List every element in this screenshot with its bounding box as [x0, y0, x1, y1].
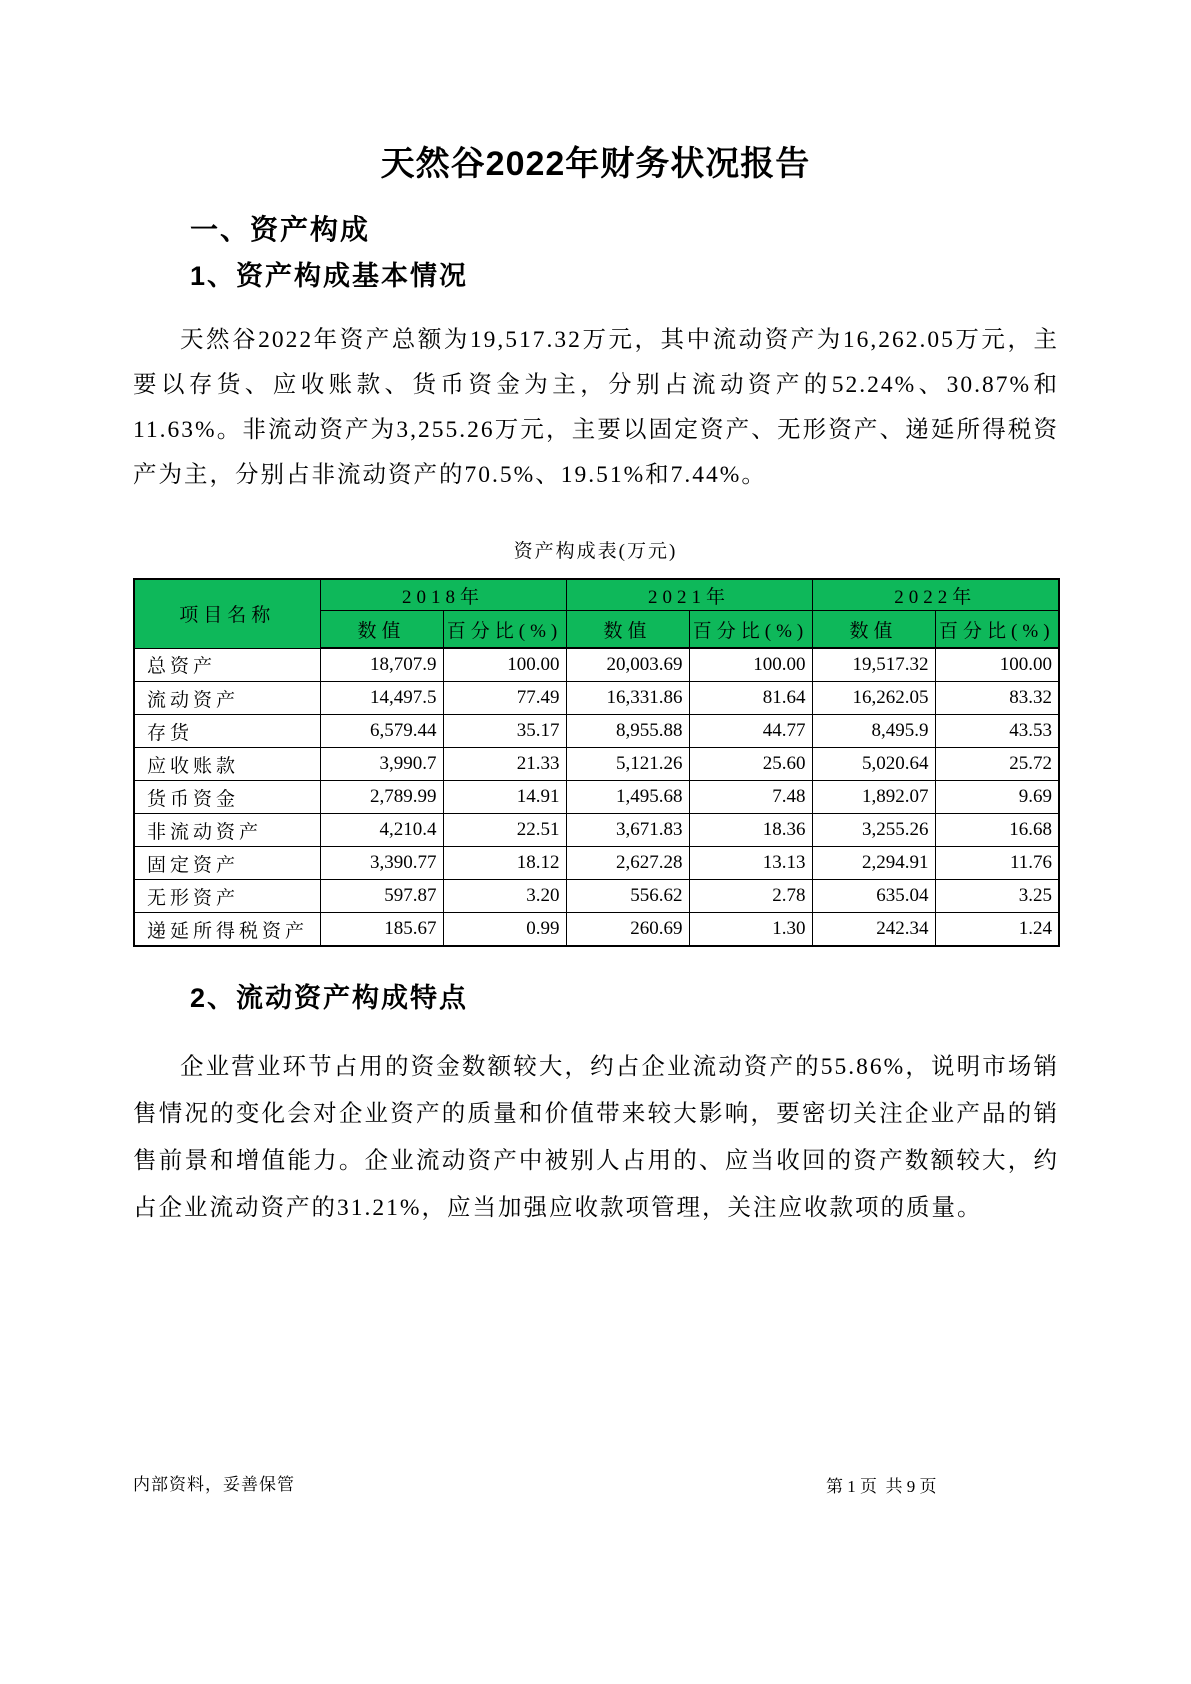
subsection-heading-current-assets: 2、流动资产构成特点 [190, 983, 469, 1013]
cell-item-name: 存货 [134, 715, 320, 748]
cell-percent: 2.78 [689, 880, 812, 913]
cell-percent: 18.12 [443, 847, 566, 880]
cell-item-name: 总资产 [134, 648, 320, 682]
cell-percent: 43.53 [935, 715, 1059, 748]
cell-item-name: 流动资产 [134, 682, 320, 715]
header-year-2021: 2021年 [566, 579, 812, 611]
header-percent-2022: 百分比(%) [935, 611, 1059, 649]
footer-page-number: 第 1 页 共 9 页 [826, 1477, 937, 1496]
header-value-2018: 数值 [320, 611, 443, 649]
cell-value: 597.87 [320, 880, 443, 913]
cell-item-name: 固定资产 [134, 847, 320, 880]
cell-value: 8,495.9 [812, 715, 935, 748]
cell-value: 8,955.88 [566, 715, 689, 748]
cell-percent: 35.17 [443, 715, 566, 748]
cell-percent: 0.99 [443, 913, 566, 947]
table-caption: 资产构成表(万元) [513, 541, 678, 562]
cell-percent: 1.24 [935, 913, 1059, 947]
header-value-2022: 数值 [812, 611, 935, 649]
cell-percent: 14.91 [443, 781, 566, 814]
table-row [134, 847, 1059, 880]
header-percent-2018: 百分比(%) [443, 611, 566, 649]
cell-value: 2,789.99 [320, 781, 443, 814]
cell-percent: 1.30 [689, 913, 812, 947]
cell-percent: 83.32 [935, 682, 1059, 715]
cell-percent: 77.49 [443, 682, 566, 715]
table-row [134, 715, 1059, 748]
cell-item-name: 非流动资产 [134, 814, 320, 847]
cell-value: 18,707.9 [320, 648, 443, 682]
cell-value: 556.62 [566, 880, 689, 913]
cell-percent: 21.33 [443, 748, 566, 781]
table-body [134, 648, 1059, 946]
cell-value: 2,294.91 [812, 847, 935, 880]
cell-percent: 3.20 [443, 880, 566, 913]
cell-value: 5,020.64 [812, 748, 935, 781]
cell-percent: 44.77 [689, 715, 812, 748]
header-year-2018: 2018年 [320, 579, 566, 611]
cell-percent: 100.00 [935, 648, 1059, 682]
cell-value: 14,497.5 [320, 682, 443, 715]
cell-value: 260.69 [566, 913, 689, 947]
cell-value: 2,627.28 [566, 847, 689, 880]
cell-percent: 25.72 [935, 748, 1059, 781]
page-title: 天然谷2022年财务状况报告 [380, 145, 811, 183]
table-header-year-row [134, 579, 1059, 611]
cell-value: 3,671.83 [566, 814, 689, 847]
cell-percent: 16.68 [935, 814, 1059, 847]
cell-percent: 13.13 [689, 847, 812, 880]
table-row [134, 814, 1059, 847]
paragraph-current-assets: 企业营业环节占用的资金数额较大，约占企业流动资产的55.86%，说明市场销售情况的变化会对企业资产的质量和价值带来较大影响，要密切关注企业产品的销售前景和增值能力。企业流动资产中被别人占用的、应当收回的资产数额较大，约占企业流动资产的31.21%，应当加强应收款项管理，关注应收款项的质量。 [133, 1054, 1059, 1221]
table-row [134, 880, 1059, 913]
table-row [134, 682, 1059, 715]
header-value-2021: 数值 [566, 611, 689, 649]
subsection-heading-basic-composition: 1、资产构成基本情况 [190, 261, 469, 291]
cell-item-name: 无形资产 [134, 880, 320, 913]
table-row [134, 913, 1059, 947]
cell-value: 20,003.69 [566, 648, 689, 682]
cell-percent: 11.76 [935, 847, 1059, 880]
cell-value: 3,255.26 [812, 814, 935, 847]
cell-value: 19,517.32 [812, 648, 935, 682]
cell-item-name: 应收账款 [134, 748, 320, 781]
paragraph-asset-overview: 天然谷2022年资产总额为19,517.32万元，其中流动资产为16,262.05万元，主要以存货、应收账款、货币资金为主，分别占流动资产的52.24%、30.87%和11.63%。非流动资产为3,255.26万元，主要以固定资产、无形资产、递延所得税资产为主，分别占非流动资产的70.5%、19.51%和7.44%。 [133, 327, 1059, 488]
footer-confidential-note: 内部资料，妥善保管 [133, 1475, 295, 1494]
table-header [134, 579, 1059, 648]
cell-percent: 25.60 [689, 748, 812, 781]
header-percent-2021: 百分比(%) [689, 611, 812, 649]
cell-value: 635.04 [812, 880, 935, 913]
cell-item-name: 货币资金 [134, 781, 320, 814]
cell-percent: 3.25 [935, 880, 1059, 913]
cell-item-name: 递延所得税资产 [134, 913, 320, 947]
cell-value: 6,579.44 [320, 715, 443, 748]
cell-value: 5,121.26 [566, 748, 689, 781]
header-year-2022: 2022年 [812, 579, 1059, 611]
cell-percent: 81.64 [689, 682, 812, 715]
cell-percent: 9.69 [935, 781, 1059, 814]
header-item-name: 项目名称 [134, 579, 320, 648]
cell-value: 3,390.77 [320, 847, 443, 880]
cell-value: 1,892.07 [812, 781, 935, 814]
section-heading-assets: 一、资产构成 [190, 214, 371, 245]
cell-value: 242.34 [812, 913, 935, 947]
asset-composition-table [133, 578, 1060, 947]
cell-value: 16,262.05 [812, 682, 935, 715]
table-row [134, 648, 1059, 682]
table-row [134, 748, 1059, 781]
cell-value: 1,495.68 [566, 781, 689, 814]
cell-value: 4,210.4 [320, 814, 443, 847]
cell-percent: 100.00 [443, 648, 566, 682]
cell-value: 16,331.86 [566, 682, 689, 715]
cell-value: 185.67 [320, 913, 443, 947]
cell-percent: 100.00 [689, 648, 812, 682]
cell-percent: 18.36 [689, 814, 812, 847]
table-row [134, 781, 1059, 814]
cell-percent: 22.51 [443, 814, 566, 847]
cell-value: 3,990.7 [320, 748, 443, 781]
cell-percent: 7.48 [689, 781, 812, 814]
